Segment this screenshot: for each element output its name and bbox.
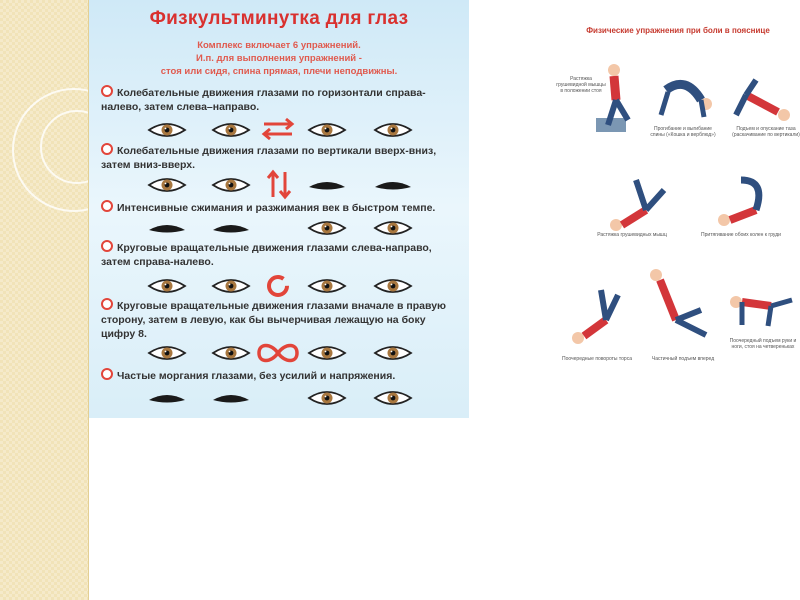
eye-icon — [149, 347, 185, 359]
eye-icon — [213, 280, 249, 292]
caption: Растяжка грушевидных мышц — [597, 232, 667, 238]
knees-to-chest-figure — [718, 180, 759, 226]
infinity-icon — [259, 346, 297, 361]
poster-subtitle: Комплекс включает 6 упражнений. — [197, 40, 361, 51]
exercise-3: Интенсивные сжимания и разжимания век в быстром темпе. — [101, 200, 461, 215]
exercise-1: Колебательные движения глазами по горизонтали справа-налево, затем слева–направо. — [101, 87, 426, 113]
exercise-4: Круговые вращательные движения глазами слева-направо, затем справа-налево. — [101, 242, 432, 268]
eye-icon — [375, 392, 411, 404]
cat-camel-figure — [661, 84, 712, 117]
figure-title: Физические упражнения при боли в пояснице — [586, 26, 770, 35]
eye-icon — [149, 179, 185, 191]
poster-subtitle: стоя или сидя, спина прямая, плечи неподвижны. — [160, 66, 398, 77]
bird-dog-figure — [730, 296, 792, 326]
pelvic-lift-figure — [736, 80, 790, 121]
eye-icon — [375, 124, 411, 136]
caption: Поочередные повороты торса — [562, 356, 632, 362]
eye-icon — [213, 124, 249, 136]
standing-stretch-figure — [596, 64, 628, 132]
horizontal-arrows-icon — [264, 119, 292, 139]
poster-title: Физкультминутка для глаз — [149, 8, 409, 29]
eye-icon — [309, 280, 345, 292]
exercise-2: Колебательные движения глазами по вертикали вверх-вниз, затем вниз-вверх. — [101, 145, 437, 171]
torso-rotation-figure — [572, 290, 618, 344]
caption: Прогибание и выгибание спины («Кошка и верблюд») — [650, 126, 716, 138]
partial-crunch-figure — [650, 269, 706, 335]
eye-closed-icon — [149, 395, 185, 403]
decorative-strip — [0, 0, 88, 600]
eye-illustrations — [89, 0, 469, 418]
eye-closed-icon — [375, 182, 411, 190]
exercise-illustrations — [556, 20, 800, 370]
eye-icon — [375, 280, 411, 292]
eye-icon — [213, 179, 249, 191]
eye-icon — [309, 222, 345, 234]
eye-closed-icon — [213, 225, 249, 233]
vertical-arrows-icon — [268, 172, 290, 197]
eye-icon — [149, 124, 185, 136]
caption: Растяжка грушевидной мышцы в положении стоя — [556, 76, 606, 94]
exercise-5: Круговые вращательные движения глазами вначале в правую сторону, затем в левую, как бы вычерчивая лежащую на боку цифру 8. — [101, 300, 446, 340]
eye-closed-icon — [213, 395, 249, 403]
eye-icon — [309, 347, 345, 359]
caption: Притягивание обоих колен к груди — [701, 232, 781, 238]
exercise-6: Частые моргания глазами, без усилий и напряжения. — [101, 368, 461, 383]
eye-icon — [375, 347, 411, 359]
poster-subtitle: И.п. для выполнения упражнений - — [196, 53, 362, 64]
eye-icon — [309, 124, 345, 136]
caption: Частичный подъем вперед — [651, 356, 715, 362]
eye-icon — [213, 347, 249, 359]
eye-exercise-poster — [89, 0, 469, 418]
circle-arrow-icon — [269, 277, 287, 295]
eye-icon — [375, 222, 411, 234]
eye-icon — [149, 280, 185, 292]
eye-closed-icon — [149, 225, 185, 233]
eye-closed-icon — [309, 182, 345, 190]
piriformis-stretch-figure — [610, 180, 664, 231]
caption: Подъем и опускание таза (раскачивание по вертикали) — [732, 126, 800, 138]
caption: Поочередный подъем руки и ноги, стоя на четвереньках — [729, 338, 797, 350]
eye-icon — [309, 392, 345, 404]
back-exercise-figure — [556, 20, 800, 370]
